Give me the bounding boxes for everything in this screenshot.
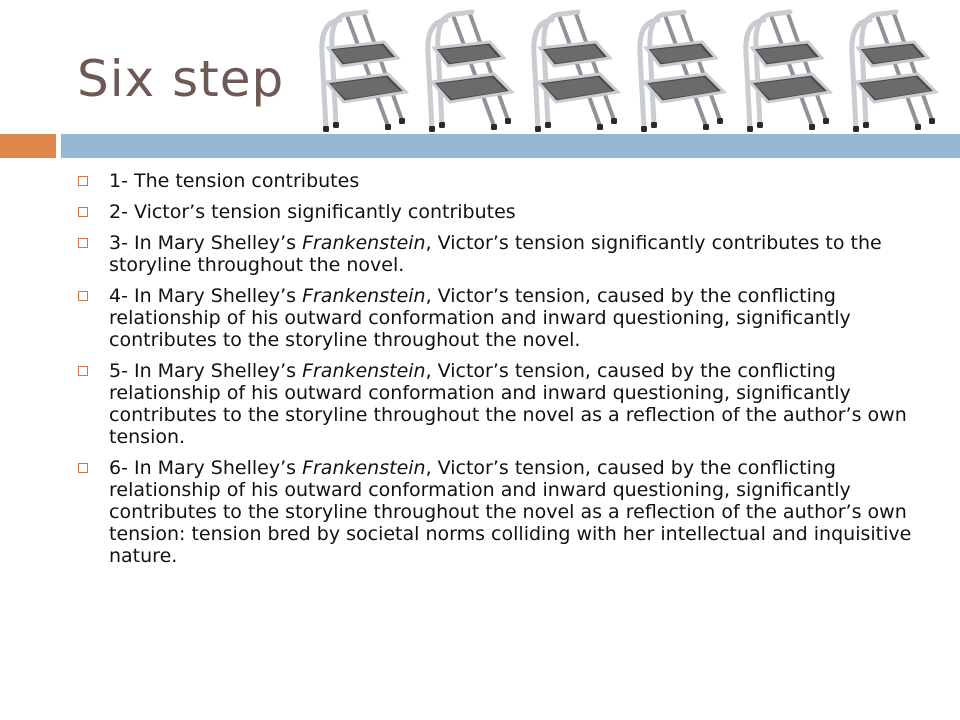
square-bullet-icon [78,366,88,376]
bullet-text-post: , Victor’s tension, caused by the conflicting relationship of his outward conformation and inward questioning, significantly contributes to the storyline throughout the novel as a reflection of the author’s own tension. [109,360,907,448]
step-ladder-icon [742,8,842,132]
bullet-text-pre: 4- In Mary Shelley’s [109,285,303,307]
step-ladder-row [318,8,958,132]
bullet-text [109,285,851,351]
square-bullet-icon [78,291,88,301]
step-ladder-icon [424,8,524,132]
bullet-item [78,232,928,276]
book-title: Frankenstein [302,232,426,254]
step-ladder-icon [530,8,630,132]
bullet-item [78,170,928,192]
step-ladder-icon [636,8,736,132]
bullet-text [109,232,882,276]
bullet-text [109,170,359,192]
bullet-text-pre: 2- Victor’s tension significantly contributes [109,201,516,223]
bullet-text [109,457,911,567]
bullet-text-pre: 6- In Mary Shelley’s [109,457,303,479]
bullet-text-post: , Victor’s tension, caused by the conflicting relationship of his outward conformation and inward questioning, significantly contributes to the storyline throughout the novel. [109,285,851,351]
step-ladder-icon [848,8,948,132]
bullet-item [78,285,928,351]
bullet-text [109,360,907,448]
bullet-text-post: , Victor’s tension significantly contributes to the storyline throughout the novel. [109,232,882,276]
bullet-list [78,170,928,576]
bullet-item [78,201,928,223]
bullet-text-pre: 1- The tension contributes [109,170,360,192]
book-title: Frankenstein [302,360,426,382]
bullet-text-pre: 5- In Mary Shelley’s [109,360,303,382]
bullet-text-pre: 3- In Mary Shelley’s [109,232,303,254]
square-bullet-icon [78,238,88,248]
bullet-item [78,457,928,567]
accent-bar-orange [0,134,56,158]
bullet-text-post: , Victor’s tension, caused by the conflicting relationship of his outward conformation and inward questioning, significantly contributes to the storyline throughout the novel as a reflection of the author’s own tension: tension bred by societal norms colliding with her intellectual and inquisitive nature. [109,457,912,567]
square-bullet-icon [78,176,88,186]
accent-bar-blue [61,134,960,158]
book-title: Frankenstein [302,285,426,307]
bullet-text [109,201,516,223]
bullet-item [78,360,928,448]
square-bullet-icon [78,207,88,217]
book-title: Frankenstein [302,457,426,479]
slide-title: Six step [77,50,285,108]
square-bullet-icon [78,463,88,473]
step-ladder-icon [318,8,418,132]
